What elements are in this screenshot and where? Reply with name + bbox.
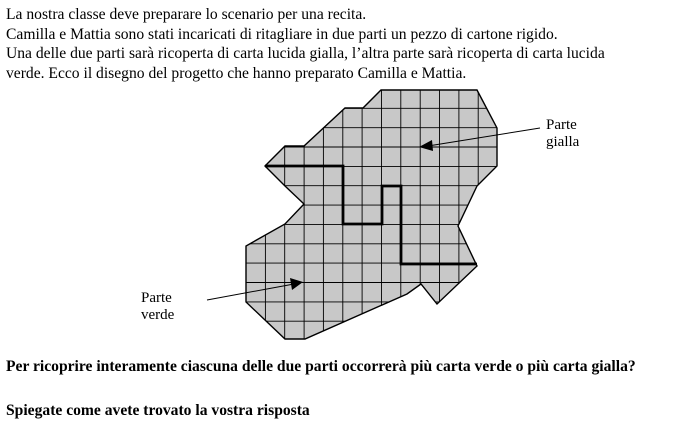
instruction-text: Spiegate come avete trovato la vostra risposta <box>6 402 310 419</box>
label-yellow-word2: gialla <box>546 134 580 150</box>
intro-line-4: verde. Ecco il disegno del progetto che hanno preparato Camilla e Mattia. <box>6 64 467 82</box>
label-yellow-word1: Parte <box>546 117 577 133</box>
label-parte-gialla <box>546 117 579 151</box>
label-parte-verde <box>141 290 174 324</box>
intro-line-2: Camilla e Mattia sono stati incaricati di ritagliare in due parti un pezzo di cartone rigido. <box>6 25 558 43</box>
intro-line-3: Una delle due parti sarà ricoperta di carta lucida gialla, l’altra parte sarà ricoperta di carta lucida <box>6 45 605 62</box>
label-green-word1: Parte <box>141 290 172 306</box>
question-text: Per ricoprire interamente ciascuna delle due parti occorrerà più carta verde o più carta gialla? <box>6 358 636 375</box>
label-green-word2: verde <box>141 307 175 323</box>
intro-line-1: La nostra classe deve preparare lo scenario per una recita. <box>6 6 367 23</box>
